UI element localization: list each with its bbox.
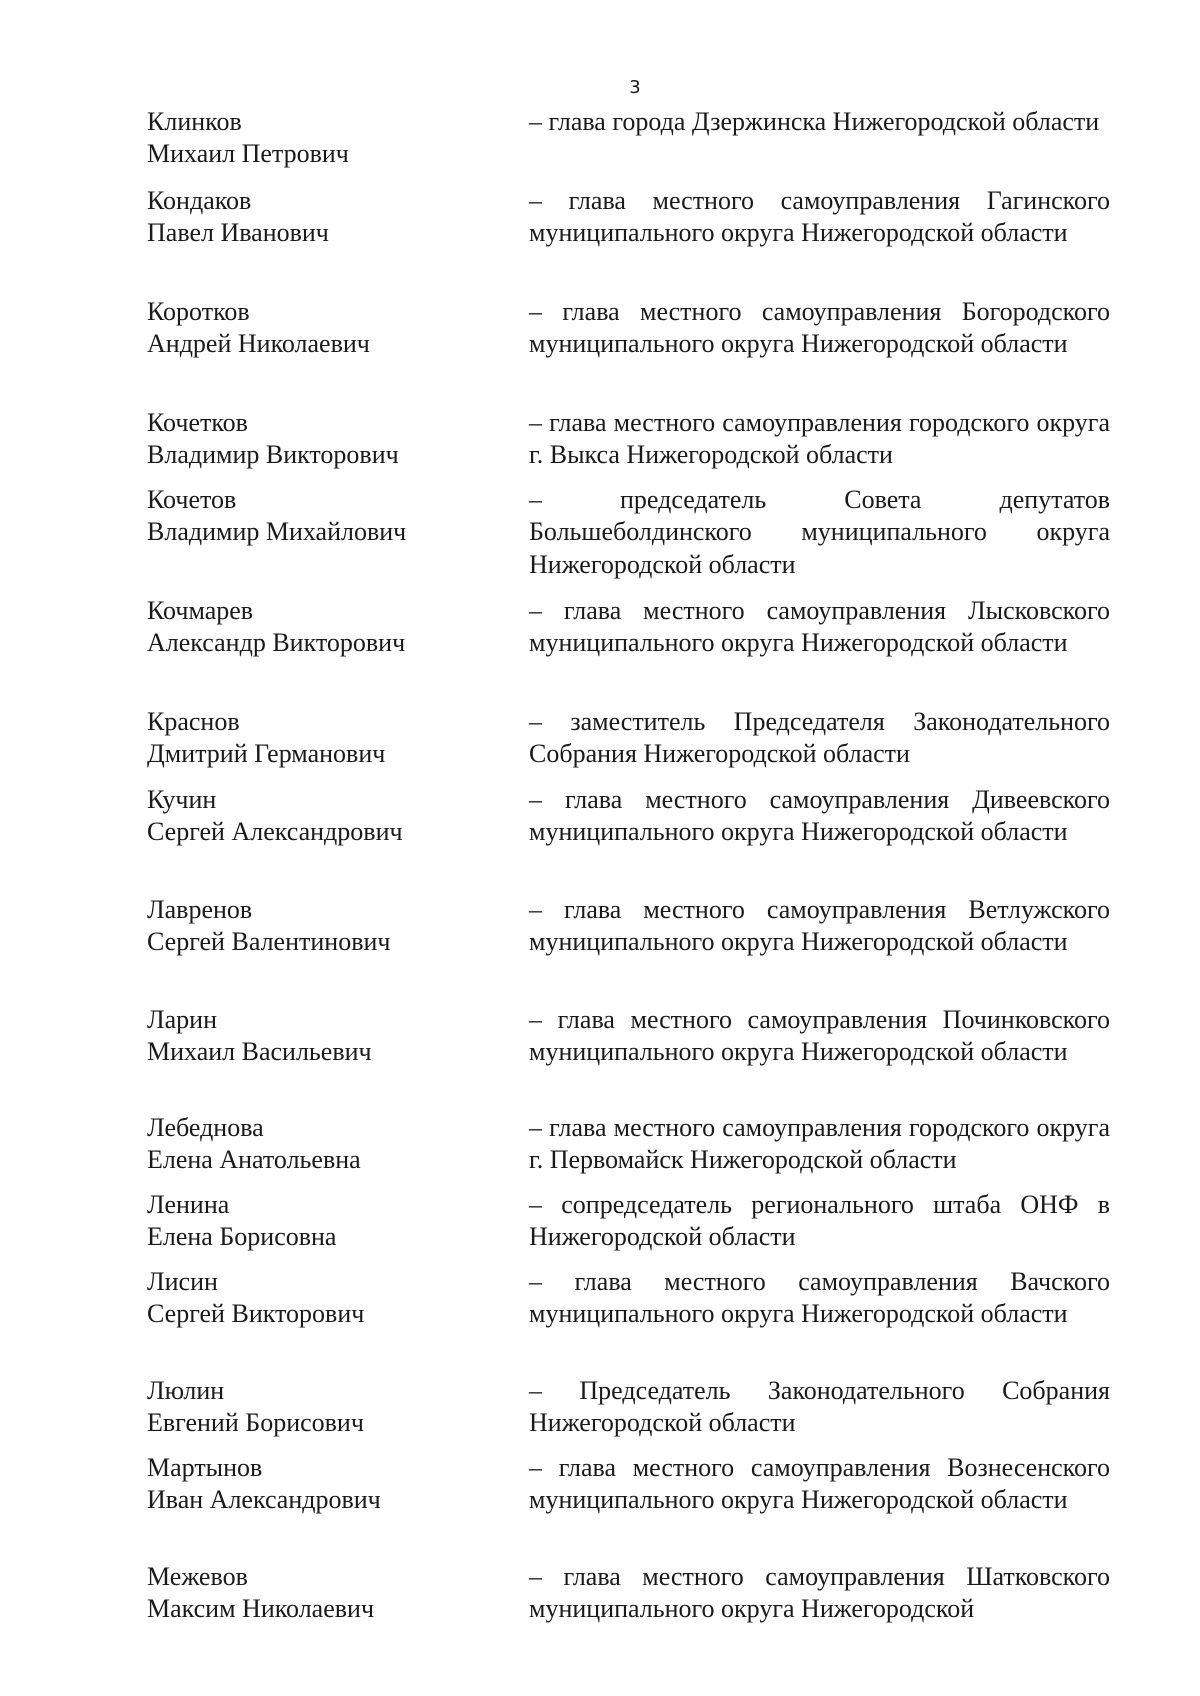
- position-description: – заместитель Председателя Законодательного Собрания Нижегородской области: [529, 707, 1110, 769]
- person-name: [147, 595, 507, 660]
- position-description: – глава местного самоуправления Починковского муниципального округа Нижегородской области: [529, 1005, 1110, 1067]
- given-name: Владимир Михайлович: [147, 517, 407, 547]
- surname: Кучин: [147, 785, 217, 814]
- person-name: [147, 1189, 507, 1254]
- position-description: – сопредседатель регионального штаба ОНФ в Нижегородской области: [529, 1190, 1110, 1252]
- position-description: – глава местного самоуправления Шатковского муниципального округа Нижегородской: [529, 1562, 1110, 1624]
- position-description: – глава местного самоуправления Вознесенского муниципального округа Нижегородской области: [529, 1453, 1110, 1515]
- position-description: – глава местного самоуправления городского округа г. Выкса Нижегородской области: [529, 408, 1110, 470]
- given-name: Иван Александрович: [147, 1485, 381, 1515]
- person-name: [147, 484, 507, 549]
- position-description: – глава местного самоуправления Лысковского муниципального округа Нижегородской области: [529, 596, 1110, 658]
- given-name: Сергей Александрович: [147, 817, 403, 847]
- person-name: [147, 1112, 507, 1177]
- given-name: Сергей Валентинович: [147, 927, 391, 957]
- position-description: – глава местного самоуправления Ветлужского муниципального округа Нижегородской области: [529, 895, 1110, 957]
- person-name: [147, 1266, 507, 1331]
- surname: Коротков: [147, 297, 250, 326]
- surname: Лавренов: [147, 895, 253, 924]
- position-description: – Председатель Законодательного Собрания Нижегородской области: [529, 1376, 1110, 1438]
- given-name: Андрей Николаевич: [147, 329, 370, 359]
- position-description: – глава местного самоуправления Гагинского муниципального округа Нижегородской области: [529, 186, 1110, 248]
- given-name: Дмитрий Германович: [147, 739, 386, 769]
- given-name: Александр Викторович: [147, 628, 406, 658]
- person-name: [147, 185, 507, 250]
- given-name: Михаил Петрович: [147, 139, 349, 169]
- person-name: [147, 1452, 507, 1517]
- surname: Клинков: [147, 107, 242, 136]
- surname: Мартынов: [147, 1453, 263, 1482]
- given-name: Елена Анатольевна: [147, 1145, 361, 1175]
- surname: Краснов: [147, 707, 240, 736]
- person-name: [147, 706, 507, 771]
- given-name: Елена Борисовна: [147, 1222, 337, 1252]
- surname: Лебеднова: [147, 1113, 264, 1142]
- given-name: Михаил Васильевич: [147, 1037, 372, 1067]
- surname: Межевов: [147, 1562, 248, 1591]
- person-name: [147, 1004, 507, 1069]
- surname: Кочетков: [147, 408, 248, 437]
- given-name: Павел Иванович: [147, 218, 329, 248]
- position-description: – глава местного самоуправления Дивеевского муниципального округа Нижегородской области: [529, 785, 1110, 847]
- person-name: [147, 296, 507, 361]
- person-name: [147, 1375, 507, 1440]
- given-name: Евгений Борисович: [147, 1408, 364, 1438]
- given-name: Максим Николаевич: [147, 1594, 375, 1624]
- person-name: [147, 1561, 507, 1626]
- position-description: – глава города Дзержинска Нижегородской области: [529, 107, 1100, 136]
- person-name: [147, 106, 507, 171]
- position-description: – глава местного самоуправления городского округа г. Первомайск Нижегородской области: [529, 1113, 1110, 1175]
- surname: Ларин: [147, 1005, 218, 1034]
- surname: Ленина: [147, 1190, 230, 1219]
- surname: Кондаков: [147, 186, 252, 215]
- given-name: Владимир Викторович: [147, 440, 399, 470]
- person-name: [147, 784, 507, 849]
- surname: Кочетов: [147, 485, 237, 514]
- position-description: – глава местного самоуправления Богородского муниципального округа Нижегородской области: [529, 297, 1110, 359]
- person-name: [147, 407, 507, 472]
- surname: Кочмарев: [147, 596, 254, 625]
- position-description: – глава местного самоуправления Вачского муниципального округа Нижегородской области: [529, 1267, 1110, 1329]
- surname: Люлин: [147, 1376, 225, 1405]
- position-description: – председатель Совета депутатов Большеболдинского муниципального округа Нижегородской области: [529, 485, 1110, 579]
- given-name: Сергей Викторович: [147, 1299, 365, 1329]
- surname: Лисин: [147, 1267, 218, 1296]
- person-name: [147, 894, 507, 959]
- page-number: 3: [629, 77, 641, 98]
